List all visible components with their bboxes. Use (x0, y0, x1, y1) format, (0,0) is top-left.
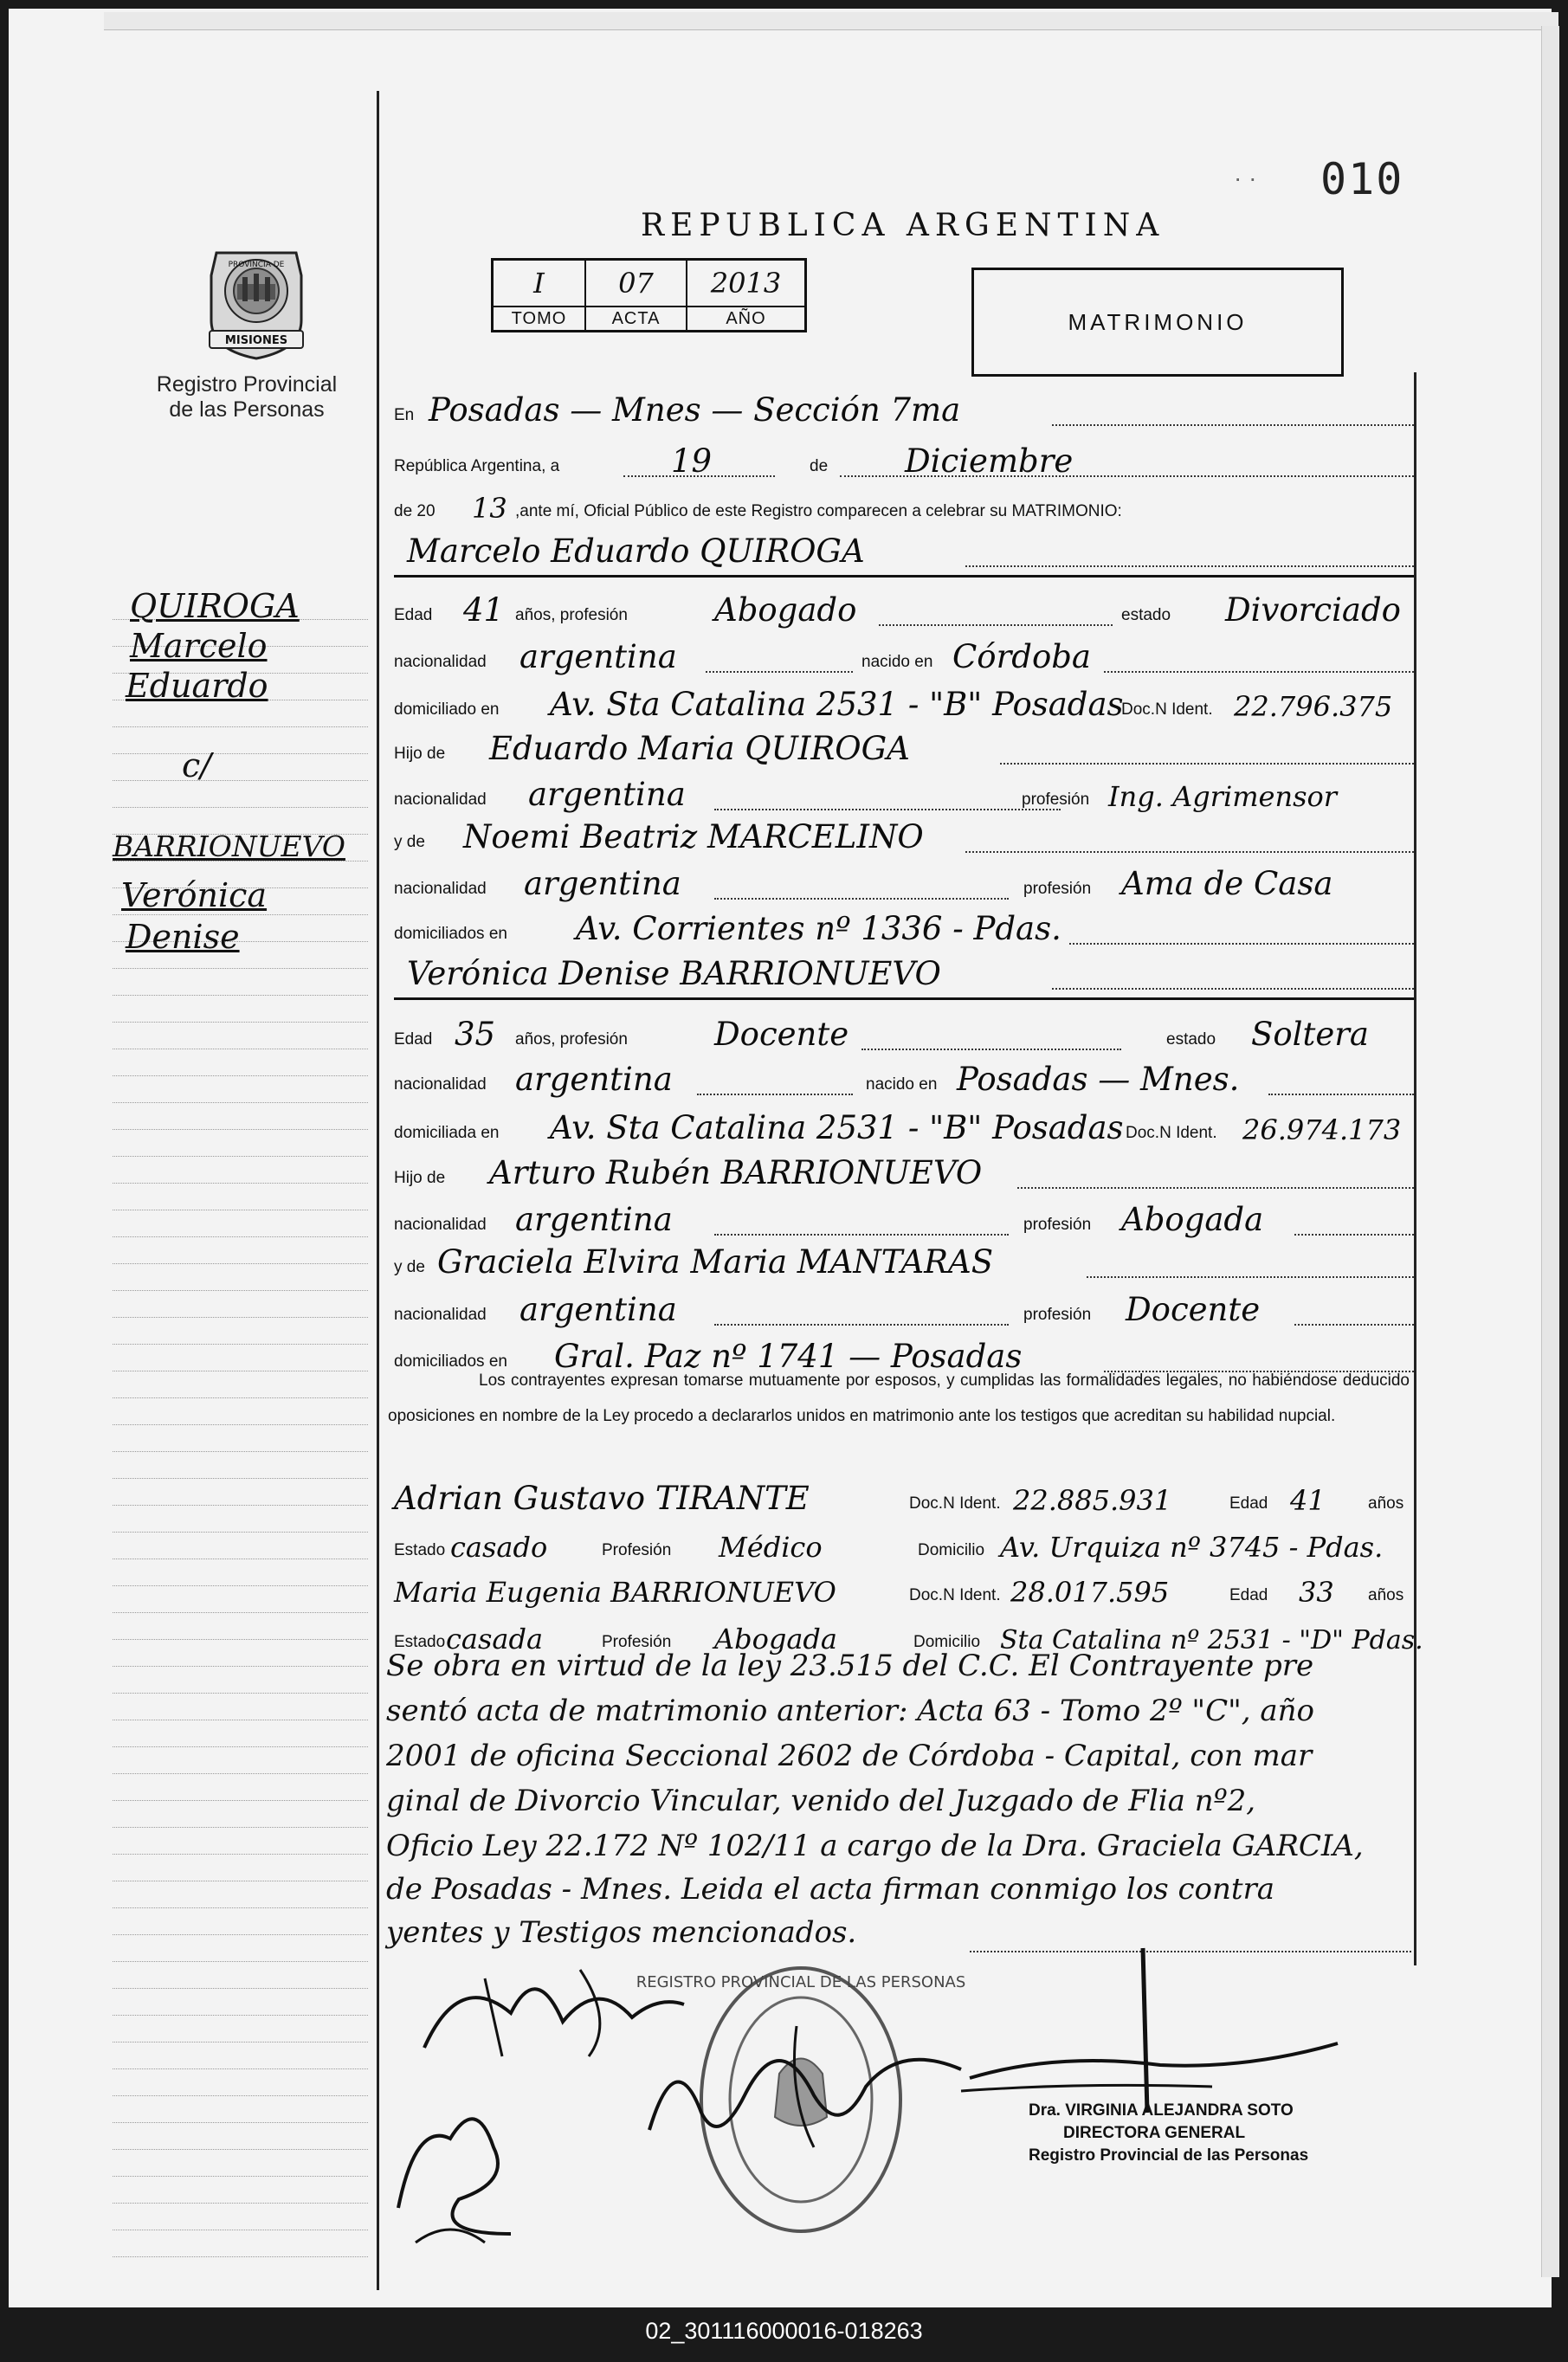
groom-parents-address-row (394, 907, 1414, 947)
margin-ruled-line (113, 2203, 368, 2204)
margin-ruled-line (113, 2095, 368, 2096)
margin-ruled-line (113, 1075, 368, 1076)
label-nacionalidad: nacionalidad (394, 1216, 487, 1234)
page-dots: · · (1234, 165, 1257, 191)
official-stamp (1029, 2100, 1308, 2167)
groom-nationality-row (394, 636, 1414, 675)
groom-mother: Noemi Beatriz MARCELINO (463, 818, 924, 855)
act-type-box: MATRIMONIO (971, 268, 1344, 377)
label-estado: Estado (394, 1541, 446, 1559)
registry-line-1: Registro Provincial (156, 372, 338, 397)
fill-line (1268, 1094, 1414, 1095)
margin-ruled-line (113, 1639, 368, 1640)
margin-ruled-line (113, 807, 368, 808)
document-id: 02_301116000016-018263 (645, 2318, 923, 2344)
label-doc: Doc.N Ident. (1126, 1124, 1217, 1142)
margin-name2-groom: Eduardo (126, 667, 268, 705)
witness2-age: 33 (1299, 1576, 1334, 1609)
registry-caption (139, 372, 355, 423)
seal-text: REGISTRO PROVINCIAL DE LAS PERSONAS (636, 1973, 966, 1991)
registry-line-2: de las Personas (169, 397, 325, 422)
margin-ruled-line (113, 1666, 368, 1667)
label-republica: República Argentina, a (394, 457, 560, 475)
groom-doc: 22.796.375 (1234, 690, 1393, 723)
underlying-sheet-edge-right (1541, 26, 1559, 2277)
fill-line (697, 1094, 853, 1095)
label-doc: Doc.N Ident. (1121, 700, 1213, 719)
label-profesion: profesión (1023, 880, 1092, 898)
fill-line (1294, 1324, 1414, 1326)
margin-ruled-line (113, 1156, 368, 1157)
witness1-doc: 22.885.931 (1013, 1484, 1172, 1517)
margin-ruled-line (113, 968, 368, 969)
section-divider (394, 575, 1414, 578)
label-en: En (394, 406, 415, 424)
label-ante: ,ante mí, Oficial Público de este Registro comparecen a celebrar su MATRIMONIO: (515, 502, 1122, 520)
label-profesion: Profesión (602, 1541, 672, 1559)
groom-profession: Abogado (714, 591, 857, 629)
groom-father-row (394, 727, 1414, 767)
underlying-sheet-edge (104, 12, 1558, 30)
fill-line (1294, 1234, 1414, 1236)
anio-label: AÑO (687, 307, 806, 332)
label-profesion: profesión (1023, 1306, 1092, 1324)
margin-ruled-line (113, 1183, 368, 1184)
label-estado: estado (1121, 606, 1171, 624)
anio-value: 2013 (687, 260, 806, 307)
groom-born-in: Córdoba (952, 638, 1091, 675)
bride-age-row (394, 1013, 1414, 1053)
groom-age-row (394, 589, 1414, 629)
bride-profession: Docente (714, 1016, 849, 1053)
margin-ruled-line (113, 1693, 368, 1694)
tomo-label: TOMO (493, 307, 586, 332)
groom-father-profession: Ing. Agrimensor (1108, 780, 1338, 813)
bride-parents-address: Gral. Paz nº 1741 — Posadas (554, 1338, 1023, 1375)
witness1-address: Av. Urquiza nº 3745 - Pdas. (1000, 1531, 1384, 1564)
record-table (491, 258, 807, 332)
label-edad: Edad (394, 1030, 433, 1049)
bride-address: Av. Sta Catalina 2531 - "B" Posadas (550, 1109, 1124, 1146)
margin-ruled-line (113, 1129, 368, 1130)
label-hijo: Hijo de (394, 745, 446, 763)
margin-ruled-line (113, 780, 368, 781)
witness1-row (394, 1477, 1414, 1517)
margin-ruled-line (113, 2149, 368, 2150)
bride-father: Arturo Rubén BARRIONUEVO (489, 1154, 983, 1191)
margin-ruled-line (113, 1424, 368, 1425)
label-de20: de 20 (394, 502, 436, 520)
fill-line (623, 475, 775, 477)
bride-father-profession: Abogada (1121, 1201, 1264, 1238)
tomo-value: I (493, 260, 586, 307)
label-profesion: Profesión (602, 1633, 672, 1651)
groom-address: Av. Sta Catalina 2531 - "B" Posadas (550, 686, 1124, 723)
margin-name-groom: Marcelo (130, 627, 268, 665)
official-office: Registro Provincial de las Personas (1029, 2146, 1309, 2165)
label-nacionalidad: nacionalidad (394, 791, 487, 809)
bride-father-row (394, 1152, 1414, 1191)
margin-ruled-line (113, 1317, 368, 1318)
witness1-status: casado (450, 1531, 548, 1564)
fill-line (1017, 1187, 1414, 1189)
groom-mother-nationality: argentina (524, 865, 681, 902)
marriage-statement: Los contrayentes expresan tomarse mutuamente por esposos, y cumplidas las formalidades legales, no habiéndose deducido oposiciones en nombre de la Ley procedo a declararlos unidos en matrimonio ante los testigos que acreditan su habilidad nupcial. (388, 1371, 1410, 1425)
observation-line: de Posadas - Mnes. Leida el acta firman conmigo los contra (386, 1872, 1275, 1907)
label-nacionalidad: nacionalidad (394, 880, 487, 898)
label-nacionalidad: nacionalidad (394, 1306, 487, 1324)
label-nacido: nacido en (861, 653, 933, 671)
margin-ruled-line (113, 1800, 368, 1801)
bride-name: Verónica Denise BARRIONUEVO (407, 955, 941, 992)
bride-age: 35 (455, 1016, 496, 1053)
place-row (394, 389, 1414, 429)
witness2-name: Maria Eugenia BARRIONUEVO (394, 1576, 836, 1609)
fill-line (879, 624, 1113, 626)
margin-divider (377, 91, 379, 2290)
margin-ruled-line (113, 914, 368, 915)
section-divider (394, 997, 1414, 1000)
fill-line (714, 898, 1009, 900)
groom-address-row (394, 683, 1414, 723)
witness1-detail-row (394, 1524, 1414, 1564)
margin-ruled-line (113, 2122, 368, 2123)
bride-status: Soltera (1251, 1016, 1369, 1053)
margin-ruled-line (113, 1263, 368, 1264)
label-doc: Doc.N Ident. (909, 1494, 1001, 1513)
margin-ruled-line (113, 2256, 368, 2257)
groom-status: Divorciado (1225, 591, 1401, 629)
label-y-de: y de (394, 833, 425, 851)
witness2-doc: 28.017.595 (1010, 1576, 1170, 1609)
date-row (394, 440, 1414, 480)
groom-age: 41 (463, 591, 505, 629)
label-domicilio: Domicilio (913, 1633, 981, 1651)
label-domiciliado: domiciliado en (394, 700, 500, 719)
margin-ruled-line (113, 1532, 368, 1533)
groom-father-nationality: argentina (528, 776, 686, 813)
bride-doc: 26.974.173 (1242, 1113, 1402, 1146)
margin-ruled-line (113, 1854, 368, 1855)
margin-ruled-line (113, 1102, 368, 1103)
margin-ruled-line (113, 1505, 368, 1506)
bride-born-in: Posadas — Mnes. (957, 1061, 1240, 1098)
margin-ruled-line (113, 1773, 368, 1774)
day-value: 19 (671, 442, 713, 480)
fill-line (1104, 671, 1414, 673)
margin-ruled-line (113, 1585, 368, 1586)
fill-line (1000, 763, 1414, 765)
observation-line: 2001 de oficina Seccional 2602 de Córdoba - Capital, con mar (386, 1739, 1313, 1773)
bride-nationality-row (394, 1058, 1414, 1098)
witness2-row (394, 1569, 1414, 1609)
fill-line (965, 851, 1414, 853)
bride-mother-profession: Docente (1126, 1291, 1261, 1328)
page-number: 010 (1320, 154, 1404, 204)
label-edad: Edad (394, 606, 433, 624)
fill-line (1087, 1276, 1414, 1278)
margin-ruled-line (113, 2176, 368, 2177)
bride-mother-nat-row (394, 1288, 1414, 1328)
groom-mother-row (394, 816, 1414, 855)
margin-surname-bride: BARRIONUEVO (113, 829, 345, 863)
bride-mother: Graciela Elvira Maria MANTARAS (437, 1243, 994, 1281)
signature-witness (381, 2069, 537, 2251)
witness2-address: Sta Catalina nº 2531 - "D" Pdas. (1000, 1625, 1423, 1655)
fill-line (714, 809, 1061, 810)
label-estado: Estado (394, 1633, 446, 1651)
bride-mother-row (394, 1241, 1414, 1281)
margin-ruled-line (113, 1478, 368, 1479)
fill-line (840, 475, 1414, 477)
groom-father: Eduardo Maria QUIROGA (489, 730, 910, 767)
label-nacionalidad: nacionalidad (394, 1075, 487, 1094)
margin-surname-groom: QUIROGA (130, 587, 300, 625)
label-domiciliada: domiciliada en (394, 1124, 500, 1142)
groom-name: Marcelo Eduardo QUIROGA (407, 532, 865, 570)
bride-address-row (394, 1107, 1414, 1146)
official-title: DIRECTORA GENERAL (1063, 2124, 1246, 2142)
margin-ruled-line (113, 1397, 368, 1398)
label-profesion: años, profesión (515, 606, 628, 624)
witness1-profession: Médico (719, 1531, 823, 1564)
margin-ruled-line (113, 1746, 368, 1747)
observation-line: Se obra en virtud de la ley 23.515 del C.C. El Contrayente pre (386, 1649, 1314, 1683)
margin-ruled-line (113, 1451, 368, 1452)
label-domiciliados: domiciliados en (394, 1352, 507, 1371)
official-name: Dra. VIRGINIA ALEJANDRA SOTO (1029, 2101, 1294, 2120)
margin-ruled-line (113, 726, 368, 727)
margin-ruled-line (113, 1827, 368, 1828)
witness2-profession: Abogada (714, 1623, 837, 1655)
label-anios: años (1368, 1586, 1404, 1604)
margin-ruled-line (113, 1290, 368, 1291)
margin-ruled-line (113, 2042, 368, 2043)
fill-line (1069, 943, 1414, 945)
place-value: Posadas — Mnes — Sección 7ma (429, 391, 961, 429)
margin-ruled-line (113, 1907, 368, 1908)
fill-line (714, 1324, 1009, 1326)
bride-father-nationality: argentina (515, 1201, 673, 1238)
margin-ruled-line (113, 2015, 368, 2016)
label-edad: Edad (1229, 1586, 1268, 1604)
witness1-name: Adrian Gustavo TIRANTE (394, 1480, 810, 1517)
fill-line (706, 671, 853, 673)
bride-father-nat-row (394, 1198, 1414, 1238)
groom-nationality: argentina (519, 638, 677, 675)
label-domicilio: Domicilio (918, 1541, 985, 1559)
margin-ruled-line (113, 753, 368, 754)
fill-line (1052, 988, 1414, 990)
month-value: Diciembre (905, 442, 1074, 480)
margin-ruled-line (113, 2068, 368, 2069)
margin-ruled-line (113, 1022, 368, 1023)
label-hijo: Hijo de (394, 1169, 446, 1187)
label-anios: años (1368, 1494, 1404, 1513)
witness2-status: casada (446, 1623, 544, 1655)
label-profesion: años, profesión (515, 1030, 628, 1049)
observation-line: Oficio Ley 22.172 Nº 102/11 a cargo de la Dra. Graciela GARCIA, (386, 1829, 1364, 1863)
observation-line: ginal de Divorcio Vincular, venido del Juzgado de Flia nº2, (386, 1784, 1256, 1818)
label-estado: estado (1166, 1030, 1216, 1049)
label-edad: Edad (1229, 1494, 1268, 1513)
margin-ruled-line (113, 1612, 368, 1613)
margin-name2-bride: Denise (126, 918, 240, 956)
bride-nationality: argentina (515, 1061, 673, 1098)
label-de: de (810, 457, 829, 475)
svg-text:MISIONES: MISIONES (224, 334, 288, 347)
witness1-age: 41 (1290, 1484, 1326, 1517)
acta-value: 07 (585, 260, 687, 307)
label-profesion: profesión (1022, 791, 1090, 809)
label-domiciliados: domiciliados en (394, 925, 507, 943)
groom-father-nat-row (394, 773, 1414, 813)
observation-line: yentes y Testigos mencionados. (386, 1915, 857, 1950)
groom-mother-nat-row (394, 862, 1414, 902)
country-title: REPUBLICA ARGENTINA (641, 208, 1165, 243)
fill-line (1052, 424, 1414, 426)
coat-of-arms-icon (197, 241, 315, 360)
label-nacionalidad: nacionalidad (394, 653, 487, 671)
margin-ruled-line (113, 1988, 368, 1989)
margin-ruled-line (113, 1236, 368, 1237)
label-profesion: profesión (1023, 1216, 1092, 1234)
bride-name-row (394, 952, 1414, 992)
margin-conj: c/ (182, 746, 212, 784)
margin-name-bride: Verónica (121, 876, 268, 914)
label-doc: Doc.N Ident. (909, 1586, 1001, 1604)
margin-ruled-line (113, 1344, 368, 1345)
fill-line (965, 565, 1414, 567)
groom-name-row (394, 530, 1414, 570)
observation-line: sentó acta de matrimonio anterior: Acta 63 - Tomo 2º "C", año (386, 1694, 1314, 1728)
acta-label: ACTA (585, 307, 687, 332)
fill-line (714, 1234, 1009, 1236)
year-value: 13 (472, 492, 507, 525)
signature-bride (641, 1991, 970, 2165)
fill-line (861, 1049, 1121, 1050)
margin-ruled-line (113, 1961, 368, 1962)
bride-mother-nationality: argentina (519, 1291, 677, 1328)
svg-text:PROVINCIA DE: PROVINCIA DE (228, 261, 285, 269)
margin-ruled-line (113, 1934, 368, 1935)
year-row (394, 485, 1414, 525)
label-nacido: nacido en (866, 1075, 938, 1094)
label-y-de: y de (394, 1258, 425, 1276)
groom-parents-address: Av. Corrientes nº 1336 - Pdas. (576, 910, 1061, 947)
groom-mother-profession: Ama de Casa (1121, 865, 1333, 902)
margin-ruled-line (113, 995, 368, 996)
